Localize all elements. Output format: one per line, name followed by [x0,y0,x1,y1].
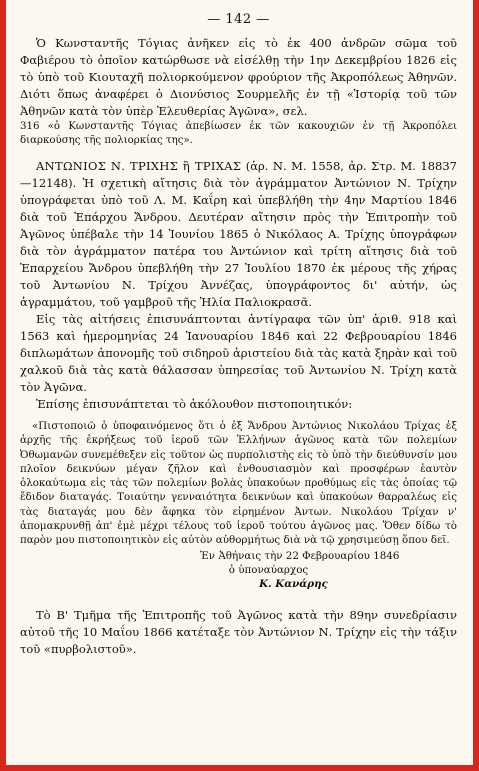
certificate-quote: «Πιστοποιῶ ὁ ὑποφαινόμενος ὅτι ὁ ἐξ Ἄνδρου Ἀντώνιος Νικολάου Τρίχας ἐξ ἀρχῆς τῆς ἐκρήξεως τοῦ ἱεροῦ τῶν Ἑλλήνων ἀγῶνος κατὰ τῶν πολεμίων Ὀθωμανῶν συνεμέθεξεν εἰς τοῦτον ὡς πυρπολιστὴς εἰς τὸ ὑπὸ τὴν διεύθυνσίν μου πλοῖον δεικνύων μέγαν ζῆλον καὶ ἐνθουσιασμὸν καὶ προσφέρων ἑαυτὸν ὁλοκαύτωμα εἰς τὰς τῶν πολεμίων βολὰς ὑπακούων προθύμως εἰς τὰς ὁποίας τῷ ἔδιδον διαταγάς. Τοιαύτην γενναιότητα δεικνύων καὶ ὑπακούων θαρραλέως εἰς τὰς διαταγάς μου δὲν ἄφηκα τὸν εἰρημένον Ἀντων. Νικολάου Τρίχαν ν' ἀπομακρυνθῇ ἀπ' ἐμὲ μέχρι τέλους τοῦ ἱεροῦ τούτου ἀγῶνος μας. Ὅθεν δίδω τὸ παρὸν μου πιστοποιητικὸν εἰς αὐτὸν αὐθορμήτως διὰ νὰ τῷ χρησιμεύσῃ ὅπου δεῖ. [20,420,457,547]
signature-name: Κ. Κανάρης [259,577,328,590]
paragraph-trichis-body: (ἀρ. Ν. Μ. 1558, ἀρ. Στρ. Μ. 18837—12148). Ἡ σχετικὴ αἴτησις διὰ τὸν ἀγράμματον Ἀντώνιον Ν. Τρίχην ὑπογράφεται ὑπὸ τοῦ Λ. Μ. Καΐρη καὶ ὑπεβλήθη τὴν 4ην Μαρτίου 1846 διὰ τοῦ Ἐπάρχου Ἄνδρου. Δευτέραν αἴτησιν πρὸς τὴν Ἐπιτροπὴν τοῦ Ἀγῶνος ὑπέβαλε τὴν 14 Ἰουνίου 1865 ὁ Νικόλαος Α. Τρίχης ὑπογράφων διὰ τὸν ἀγράμματον πατέρα του Ἀντώνιον καὶ τρίτη αἴτησις διὰ τοῦ Ἐπαρχείου Ἄνδρου ὑπεβλήθη τὴν 27 Ἰουλίου 1870 ἐκ μέρους τῆς χήρας τοῦ Ἀντωνίου Ν. Τρίχου Ἀννέζας, ὑπογράφοντος δι' αὐτήν, ὡς ἀγραμμάτου, τοῦ γαμβροῦ τῆς Ἠλία Παλιοκρασᾶ. [20,159,457,309]
paragraph-trichis [20,158,457,311]
paragraph-committee-decision: Τὸ Β' Τμῆμα τῆς Ἐπιτροπῆς τοῦ Ἀγῶνος κατὰ τὴν 89ην συνεδρίασιν αὐτοῦ τῆς 10 Μαΐου 1866 κατέταξε τὸν Ἀντώνιον Ν. Τρίχην εἰς τὴν τάξιν τοῦ «πυρβολιστοῦ». [20,607,457,656]
entry-heading-name: ΑΝΤΩΝΙΟΣ Ν. ΤΡΙΧΗΣ ἢ ΤΡΙΧΑΣ [36,159,242,173]
paragraph-togias-quote: 316 «ὁ Κωνσταντῆς Τόγιας ἀπεβίωσεν ἐκ τῶν κακουχιῶν ἐν τῇ Ἀκροπόλει διαρκούσης τῆς πολιορκίας της». [20,121,457,146]
signature-date: Ἐν Ἀθήναις τὴν 22 Φεβρουαρίου 1846 [200,549,400,562]
paragraph-togias: Ὁ Κωνσταντῆς Τόγιας ἀνῆκεν εἰς τὸ ἐκ 400 ἀνδρῶν σῶμα τοῦ Φαβιέρου τὸ ὁποῖον κατώρθωσε νὰ εἰσέλθῃ τὴν 1ην Δεκεμβρίου 1826 εἰς τὸ ὑπὸ τοῦ Κιουταχῆ πολιορκούμενον φρούριον τῆς Ἀκροπόλεως Ἀθηνῶν. Διότι ὅπως ἀναφέρει ὁ Διονύσιος Σουρμελῆς ἐν τῇ «Ἱστορίᾳ τοῦ τῶν Ἀθηνῶν κατὰ τὸν ὑπὲρ Ἐλευθερίας Ἀγῶνα», σελ. [20,36,457,118]
page-number: — 142 — [207,12,270,27]
paragraph-attachments: Εἰς τὰς αἰτήσεις ἐπισυνάπτονται ἀντίγραφα τῶν ὑπ' ἀριθ. 918 καὶ 1563 καὶ ἡμερομηνίας 24 Ἰανουαρίου 1846 καὶ 22 Φεβρουαρίου 1846 διπλωμάτων ἀπονομῆς τοῦ σιδηροῦ ἀριστείου διὰ τὰς κατὰ ξηρὰν καὶ τοῦ χαλκοῦ διὰ τὰς κατὰ θάλασσαν ὑπηρεσίας τοῦ Ἀντωνίου Ν. Τρίχη κατὰ τὸν Ἀγῶνα. [20,312,457,394]
signature-title: ὁ ὑποναύαρχος [228,563,309,576]
paragraph-certificate-intro: Ἐπίσης ἐπισυνάπτεται τὸ ἀκόλουθον πιστοποιητικόν: [36,397,353,411]
